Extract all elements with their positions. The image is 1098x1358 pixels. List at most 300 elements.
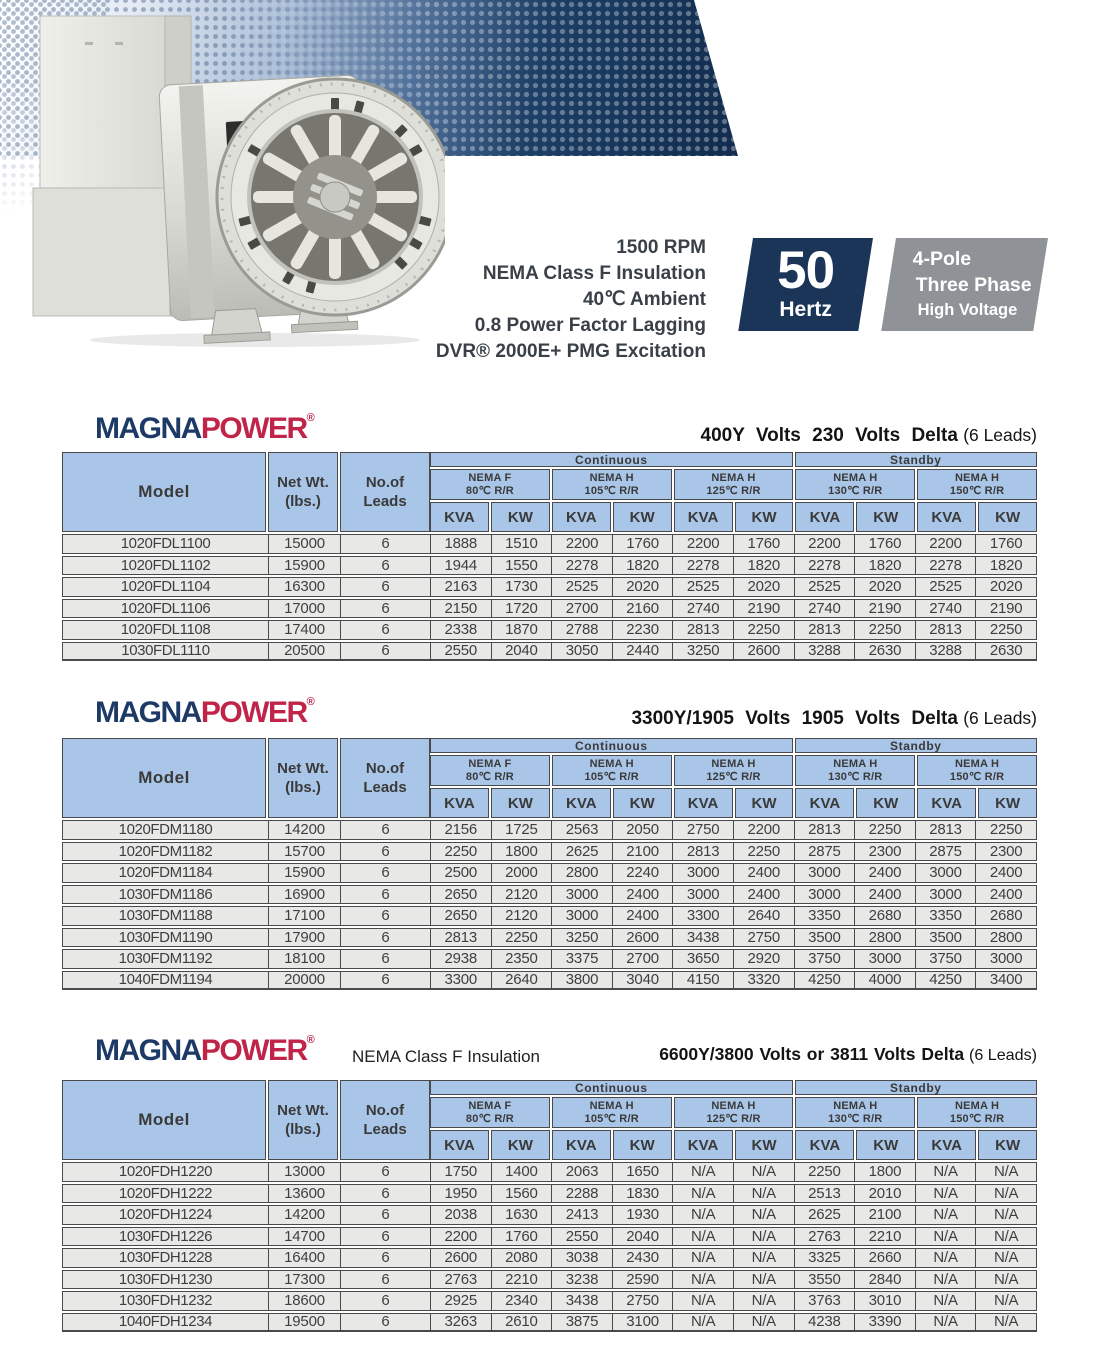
- table-row: [62, 1291, 1037, 1311]
- hertz-unit: Hertz: [779, 298, 832, 321]
- kw-header: KW: [995, 508, 1021, 526]
- value-cell: 1888: [431, 535, 492, 553]
- nema-group: NEMA F: [468, 757, 512, 770]
- value-cell: 4238: [795, 1314, 856, 1331]
- value-cell: 3000: [552, 907, 613, 925]
- value-cell: 6: [341, 1249, 431, 1267]
- kva-header: KVA: [687, 1136, 719, 1154]
- value-cell: 2190: [855, 600, 916, 618]
- value-cell: 3763: [795, 1292, 856, 1310]
- netwt-header-line2: (lbs.): [285, 1121, 321, 1138]
- value-cell: 2763: [795, 1228, 856, 1246]
- table-body: [62, 534, 1037, 661]
- value-cell: 2200: [431, 1228, 492, 1246]
- model-cell: 1030FDH1230: [63, 1271, 269, 1289]
- value-cell: 1820: [734, 557, 795, 575]
- value-cell: 2813: [916, 821, 977, 839]
- value-cell: 17000: [269, 600, 341, 618]
- model-cell: 1030FDM1192: [63, 950, 269, 968]
- value-cell: 6: [341, 578, 431, 596]
- value-cell: N/A: [734, 1314, 795, 1331]
- table3-leads-note: (6 Leads): [969, 1046, 1037, 1064]
- value-cell: 6: [341, 1163, 431, 1181]
- value-cell: 2163: [431, 578, 492, 596]
- value-cell: 3000: [989, 950, 1023, 968]
- value-cell: 3350: [795, 907, 856, 925]
- value-cell: 3263: [431, 1314, 492, 1331]
- leads-header-line2: Leads: [363, 779, 407, 796]
- value-cell: 3300: [673, 907, 734, 925]
- value-cell: 17100: [269, 907, 341, 925]
- spec-line: 40℃ Ambient: [582, 289, 706, 310]
- value-cell: 1760: [989, 535, 1023, 553]
- nema-temp: 150℃ R/R: [949, 1112, 1005, 1125]
- value-cell: 1760: [855, 535, 916, 553]
- value-cell: 2813: [795, 821, 856, 839]
- value-cell: 4250: [916, 972, 977, 989]
- value-cell: 1950: [431, 1185, 492, 1203]
- value-cell: 2525: [673, 578, 734, 596]
- model-cell: 1030FDM1188: [63, 907, 269, 925]
- registered-mark: ®: [306, 1034, 315, 1046]
- value-cell: 1820: [855, 557, 916, 575]
- value-cell: 2278: [552, 557, 613, 575]
- table-header: [62, 452, 1037, 532]
- value-cell: N/A: [673, 1228, 734, 1246]
- value-cell: 1930: [613, 1206, 674, 1224]
- value-cell: 3000: [795, 886, 856, 904]
- pole-badge: [881, 238, 1048, 331]
- value-cell: 17400: [269, 621, 341, 639]
- netwt-header-line1: Net Wt.: [277, 474, 329, 491]
- value-cell: 2080: [492, 1249, 553, 1267]
- model-cell: 1020FDL1104: [63, 578, 269, 596]
- value-cell: 2190: [734, 600, 795, 618]
- nema-temp: 130℃ R/R: [828, 770, 883, 783]
- value-cell: 6: [341, 557, 431, 575]
- model-cell: 1020FDH1222: [63, 1185, 269, 1203]
- logo-magna: MAGNA: [95, 1034, 201, 1067]
- table-row: [62, 1184, 1037, 1204]
- value-cell: N/A: [673, 1292, 734, 1310]
- voltage-line: High Voltage: [917, 301, 1018, 319]
- kw-header: KW: [507, 1136, 533, 1154]
- value-cell: 3000: [916, 864, 977, 882]
- model-cell: 1030FDM1190: [63, 929, 269, 947]
- netwt-header-line2: (lbs.): [285, 493, 321, 510]
- nema-group: NEMA H: [589, 1099, 634, 1112]
- leads-header-line1: No.of: [365, 760, 405, 777]
- value-cell: N/A: [673, 1249, 734, 1267]
- value-cell: 3000: [552, 886, 613, 904]
- value-cell: N/A: [916, 1228, 977, 1246]
- model-cell: 1030FDL1110: [63, 643, 269, 660]
- value-cell: 3000: [855, 950, 916, 968]
- model-cell: 1020FDL1106: [63, 600, 269, 618]
- hertz-value: 50: [777, 241, 835, 300]
- table-body: [62, 820, 1037, 990]
- continuous-header: Continuous: [574, 452, 648, 467]
- table-row: [62, 534, 1037, 554]
- value-cell: 2600: [431, 1249, 492, 1267]
- value-cell: N/A: [993, 1270, 1019, 1288]
- nema-group: NEMA H: [954, 757, 1000, 770]
- value-cell: 3800: [552, 972, 613, 989]
- table-row: [62, 906, 1037, 926]
- kw-header: KW: [995, 1136, 1021, 1154]
- value-cell: 2740: [795, 600, 856, 618]
- value-cell: 2200: [795, 535, 856, 553]
- table1-leads-note: (6 Leads): [963, 425, 1037, 445]
- value-cell: 1760: [492, 1228, 553, 1246]
- continuous-header: Continuous: [574, 1080, 648, 1095]
- value-cell: N/A: [673, 1314, 734, 1331]
- value-cell: N/A: [916, 1206, 977, 1224]
- value-cell: 1760: [613, 535, 674, 553]
- model-cell: 1020FDM1184: [63, 864, 269, 882]
- value-cell: 2800: [855, 929, 916, 947]
- value-cell: 3010: [855, 1292, 916, 1310]
- value-cell: 2300: [989, 842, 1023, 860]
- value-cell: 2250: [734, 843, 795, 861]
- kva-header: KVA: [444, 1136, 475, 1154]
- value-cell: 2813: [431, 929, 492, 947]
- value-cell: N/A: [673, 1185, 734, 1203]
- kw-header: KW: [873, 1136, 899, 1154]
- nema-temp: 125℃ R/R: [706, 484, 761, 497]
- nema-temp: 80℃ R/R: [465, 770, 514, 783]
- value-cell: 6: [341, 950, 431, 968]
- value-cell: 2120: [492, 907, 553, 925]
- value-cell: 3320: [734, 972, 795, 989]
- value-cell: 1730: [492, 578, 553, 596]
- value-cell: 2800: [552, 864, 613, 882]
- value-cell: 2875: [916, 843, 977, 861]
- table-row: [62, 949, 1037, 969]
- value-cell: 3750: [795, 950, 856, 968]
- nema-group: NEMA F: [468, 1099, 512, 1112]
- value-cell: 1800: [492, 843, 553, 861]
- logo-power: POWER: [200, 696, 307, 729]
- value-cell: 2925: [431, 1292, 492, 1310]
- value-cell: 2000: [492, 864, 553, 882]
- value-cell: 6: [341, 929, 431, 947]
- model-cell: 1030FDM1186: [63, 886, 269, 904]
- model-cell: 1020FDL1100: [63, 535, 269, 553]
- table-row: [62, 928, 1037, 948]
- value-cell: 2020: [613, 578, 674, 596]
- table-row: [62, 556, 1037, 576]
- value-cell: N/A: [916, 1185, 977, 1203]
- value-cell: 6: [341, 1314, 431, 1331]
- value-cell: 3250: [673, 643, 734, 660]
- standby-header: Standby: [890, 452, 942, 467]
- value-cell: 2200: [734, 821, 795, 839]
- value-cell: 2550: [431, 643, 492, 660]
- value-cell: 4250: [795, 972, 856, 989]
- value-cell: 2413: [552, 1206, 613, 1224]
- pole-line: 4-Pole: [912, 248, 972, 270]
- value-cell: 3000: [673, 886, 734, 904]
- value-cell: 1720: [492, 600, 553, 618]
- spec-line: DVR® 2000E+ PMG Excitation: [435, 341, 706, 362]
- kw-header: KW: [751, 1136, 777, 1154]
- value-cell: 14200: [269, 1206, 341, 1224]
- nema-temp: 80℃ R/R: [465, 484, 514, 497]
- value-cell: 14700: [269, 1228, 341, 1246]
- value-cell: 3550: [795, 1271, 856, 1289]
- value-cell: 2590: [613, 1271, 674, 1289]
- value-cell: 3000: [673, 864, 734, 882]
- value-cell: 2250: [795, 1163, 856, 1181]
- value-cell: 2160: [613, 600, 674, 618]
- table-header: [62, 738, 1037, 818]
- value-cell: 2400: [734, 864, 795, 882]
- value-cell: 2040: [492, 643, 553, 660]
- value-cell: 3000: [795, 864, 856, 882]
- model-cell: 1020FDM1182: [63, 843, 269, 861]
- value-cell: 2288: [552, 1185, 613, 1203]
- value-cell: 1630: [492, 1206, 553, 1224]
- value-cell: 1800: [855, 1163, 916, 1181]
- value-cell: 1650: [613, 1163, 674, 1181]
- value-cell: 15900: [269, 864, 341, 882]
- value-cell: 2660: [855, 1249, 916, 1267]
- value-cell: 2640: [734, 907, 795, 925]
- value-cell: 2200: [916, 535, 977, 553]
- nema-group: NEMA H: [833, 757, 878, 770]
- value-cell: 2400: [734, 886, 795, 904]
- value-cell: 3438: [552, 1292, 613, 1310]
- value-cell: 6: [341, 1185, 431, 1203]
- nema-group: NEMA H: [589, 471, 634, 484]
- value-cell: 2813: [916, 621, 977, 639]
- model-cell: 1020FDL1108: [63, 621, 269, 639]
- value-cell: 2750: [673, 821, 734, 839]
- value-cell: 6: [341, 972, 431, 989]
- value-cell: 6: [341, 843, 431, 861]
- value-cell: 2400: [989, 885, 1023, 903]
- logo-magna: MAGNA: [95, 696, 201, 729]
- registered-mark: ®: [306, 696, 315, 708]
- value-cell: 6: [341, 1228, 431, 1246]
- continuous-header: Continuous: [574, 738, 648, 753]
- kva-header: KVA: [687, 508, 719, 526]
- spec-list: [300, 235, 706, 365]
- value-cell: 2020: [855, 578, 916, 596]
- nema-temp: 150℃ R/R: [949, 770, 1005, 783]
- value-cell: 2100: [855, 1206, 916, 1224]
- value-cell: N/A: [734, 1185, 795, 1203]
- value-cell: 2190: [989, 599, 1023, 617]
- table-row: [62, 971, 1037, 991]
- kw-header: KW: [751, 794, 777, 812]
- logo-power: POWER: [200, 412, 307, 445]
- model-column-header: Model: [138, 768, 190, 787]
- value-cell: 2040: [613, 1228, 674, 1246]
- value-cell: 20500: [269, 643, 341, 660]
- kva-header: KVA: [687, 794, 719, 812]
- value-cell: N/A: [734, 1249, 795, 1267]
- netwt-header-line2: (lbs.): [285, 779, 321, 796]
- kva-header: KVA: [931, 1136, 962, 1154]
- table2-title: [62, 708, 1037, 730]
- value-cell: 2763: [431, 1271, 492, 1289]
- value-cell: 6: [341, 1292, 431, 1310]
- table3-title-text: 6600Y/3800 Volts or 3811 Volts Delta: [659, 1044, 965, 1064]
- model-cell: 1030FDH1228: [63, 1249, 269, 1267]
- value-cell: 2400: [613, 886, 674, 904]
- value-cell: 3050: [552, 643, 613, 660]
- table-row: [62, 885, 1037, 905]
- table-row: [62, 1248, 1037, 1268]
- table3-title: [62, 1044, 1037, 1065]
- table1-title: [62, 425, 1037, 447]
- value-cell: 2525: [552, 578, 613, 596]
- value-cell: 3350: [916, 907, 977, 925]
- value-cell: 2840: [855, 1271, 916, 1289]
- value-cell: 2400: [855, 864, 916, 882]
- hertz-badge: [738, 238, 873, 331]
- kva-header: KVA: [809, 1136, 841, 1154]
- value-cell: N/A: [916, 1314, 977, 1331]
- table-row: [62, 642, 1037, 662]
- value-cell: N/A: [993, 1313, 1019, 1331]
- kva-header: KVA: [565, 1136, 597, 1154]
- value-cell: 2340: [492, 1292, 553, 1310]
- value-cell: 2563: [552, 821, 613, 839]
- value-cell: 16300: [269, 578, 341, 596]
- phase-line: Three Phase: [915, 274, 1032, 296]
- value-cell: 3288: [795, 643, 856, 660]
- value-cell: N/A: [916, 1271, 977, 1289]
- value-cell: 3500: [916, 929, 977, 947]
- value-cell: 2550: [552, 1228, 613, 1246]
- value-cell: 2010: [855, 1185, 916, 1203]
- table-3300y: [62, 738, 1037, 990]
- value-cell: 15900: [269, 557, 341, 575]
- value-cell: 2200: [552, 535, 613, 553]
- table-row: [62, 842, 1037, 862]
- nema-temp: 80℃ R/R: [465, 1112, 514, 1125]
- table-400y: [62, 452, 1037, 661]
- value-cell: 2278: [916, 557, 977, 575]
- table2-title-text: 3300Y/1905 Volts 1905 Volts Delta: [631, 708, 958, 729]
- kw-header: KW: [629, 1136, 655, 1154]
- nema-group: NEMA H: [711, 757, 756, 770]
- value-cell: 3650: [673, 950, 734, 968]
- value-cell: 2800: [989, 928, 1023, 946]
- table1-title-text: 400Y Volts 230 Volts Delta: [700, 425, 958, 446]
- nema-temp: 125℃ R/R: [706, 770, 761, 783]
- value-cell: 2278: [795, 557, 856, 575]
- value-cell: 1760: [734, 535, 795, 553]
- value-cell: 2210: [855, 1228, 916, 1246]
- value-cell: 2230: [613, 621, 674, 639]
- value-cell: 2813: [795, 621, 856, 639]
- value-cell: N/A: [734, 1163, 795, 1181]
- registered-mark: ®: [306, 412, 315, 424]
- kva-header: KVA: [931, 508, 962, 526]
- value-cell: 6: [341, 1271, 431, 1289]
- leads-header-line1: No.of: [365, 1102, 405, 1119]
- model-cell: 1020FDM1180: [63, 821, 269, 839]
- kw-header: KW: [507, 794, 533, 812]
- value-cell: 2500: [431, 864, 492, 882]
- value-cell: N/A: [734, 1206, 795, 1224]
- table-row: [62, 620, 1037, 640]
- value-cell: 6: [341, 864, 431, 882]
- model-column-header: Model: [138, 482, 190, 501]
- value-cell: 2210: [492, 1271, 553, 1289]
- nema-group: NEMA H: [833, 1099, 878, 1112]
- value-cell: 2740: [673, 600, 734, 618]
- logo-magna: MAGNA: [95, 412, 201, 445]
- value-cell: 2813: [673, 843, 734, 861]
- value-cell: N/A: [993, 1184, 1019, 1202]
- value-cell: 2440: [613, 643, 674, 660]
- nema-group: NEMA H: [954, 1099, 1000, 1112]
- value-cell: 2788: [552, 621, 613, 639]
- value-cell: 1750: [431, 1163, 492, 1181]
- value-cell: 3750: [916, 950, 977, 968]
- value-cell: 1725: [492, 821, 553, 839]
- value-cell: 20000: [269, 972, 341, 989]
- value-cell: 6: [341, 643, 431, 660]
- kw-header: KW: [873, 794, 899, 812]
- value-cell: 2050: [613, 821, 674, 839]
- value-cell: 2250: [492, 929, 553, 947]
- value-cell: N/A: [993, 1249, 1019, 1267]
- model-cell: 1020FDL1102: [63, 557, 269, 575]
- value-cell: 17900: [269, 929, 341, 947]
- value-cell: 2525: [795, 578, 856, 596]
- value-cell: 4150: [673, 972, 734, 989]
- leads-header-line1: No.of: [365, 474, 405, 491]
- kva-header: KVA: [809, 508, 841, 526]
- value-cell: N/A: [916, 1292, 977, 1310]
- value-cell: 1870: [492, 621, 553, 639]
- value-cell: 2700: [613, 950, 674, 968]
- value-cell: 2600: [734, 643, 795, 660]
- value-cell: 14200: [269, 821, 341, 839]
- value-cell: 2278: [673, 557, 734, 575]
- nema-group: NEMA H: [711, 471, 756, 484]
- leads-header-line2: Leads: [363, 493, 407, 510]
- value-cell: 2625: [795, 1206, 856, 1224]
- nema-temp: 105℃ R/R: [584, 484, 639, 497]
- value-cell: N/A: [734, 1292, 795, 1310]
- value-cell: 6: [341, 886, 431, 904]
- value-cell: 3875: [552, 1314, 613, 1331]
- value-cell: 3238: [552, 1271, 613, 1289]
- value-cell: 16900: [269, 886, 341, 904]
- nema-temp: 130℃ R/R: [828, 484, 883, 497]
- value-cell: 2156: [431, 821, 492, 839]
- kw-header: KW: [873, 508, 899, 526]
- kw-header: KW: [629, 508, 655, 526]
- value-cell: 3500: [795, 929, 856, 947]
- value-cell: 2650: [431, 886, 492, 904]
- model-column-header: Model: [138, 1110, 190, 1129]
- value-cell: 3375: [552, 950, 613, 968]
- table-row: [62, 1227, 1037, 1247]
- value-cell: 2610: [492, 1314, 553, 1331]
- value-cell: 2513: [795, 1185, 856, 1203]
- model-cell: 1030FDH1226: [63, 1228, 269, 1246]
- value-cell: 2700: [552, 600, 613, 618]
- value-cell: 2630: [989, 642, 1023, 660]
